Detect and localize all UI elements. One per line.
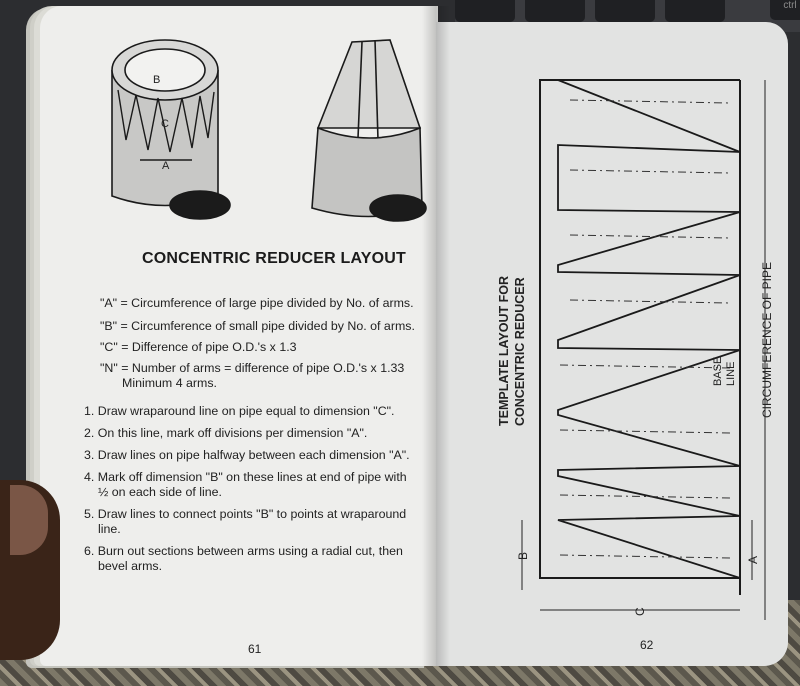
ctrl-key: ctrl xyxy=(770,0,800,20)
page-number-left: 61 xyxy=(248,642,262,656)
step-5-cont: line. xyxy=(98,522,121,536)
base-label: BASE xyxy=(712,356,724,386)
template-layout-drawing xyxy=(540,80,740,595)
page-number-right: 62 xyxy=(640,638,654,652)
figure-label-a: A xyxy=(162,160,170,172)
base-line-dashes xyxy=(560,100,730,558)
dimension-c-label: C xyxy=(633,607,647,616)
formed-reducer-figure xyxy=(312,40,426,221)
definition-b: "B" = Circumference of small pipe divided by No. of arms. xyxy=(100,319,415,333)
definition-a: "A" = Circumference of large pipe divided by No. of arms. xyxy=(100,296,414,310)
step-3: 3. Draw lines on pipe halfway between each dimension "A". xyxy=(84,448,410,462)
step-6-cont: bevel arms. xyxy=(98,559,163,573)
step-5: 5. Draw lines to connect points "B" to points at wraparound xyxy=(84,507,407,521)
page-title: CONCENTRIC REDUCER LAYOUT xyxy=(142,250,406,267)
definition-c: "C" = Difference of pipe O.D.'s x 1.3 xyxy=(100,340,297,354)
definition-n-min: Minimum 4 arms. xyxy=(122,376,218,390)
dimension-b-label: B xyxy=(516,551,530,560)
figure-label-c: C xyxy=(161,118,169,130)
definition-n: "N" = Number of arms = difference of pipe O.D.'s x 1.33 xyxy=(100,361,405,375)
template-title-line2: CONCENTRIC REDUCER xyxy=(513,277,527,426)
step-2: 2. On this line, mark off divisions per dimension "A". xyxy=(84,426,368,440)
line-label: LINE xyxy=(725,361,737,386)
step-4-cont: ½ on each side of line. xyxy=(98,485,222,499)
figure-label-b: B xyxy=(153,74,161,86)
step-4: 4. Mark off dimension "B" on these lines at end of pipe with xyxy=(84,470,407,484)
step-1: 1. Draw wraparound line on pipe equal to dimension "C". xyxy=(84,404,395,418)
pipe-with-arms-figure xyxy=(112,40,230,219)
template-title-line1: TEMPLATE LAYOUT FOR xyxy=(497,276,511,426)
dimension-a-label: A xyxy=(746,555,760,564)
step-6: 6. Burn out sections between arms using a radial cut, then xyxy=(84,544,403,558)
circumference-label: CIRCUMFERENCE OF PIPE xyxy=(760,261,774,418)
